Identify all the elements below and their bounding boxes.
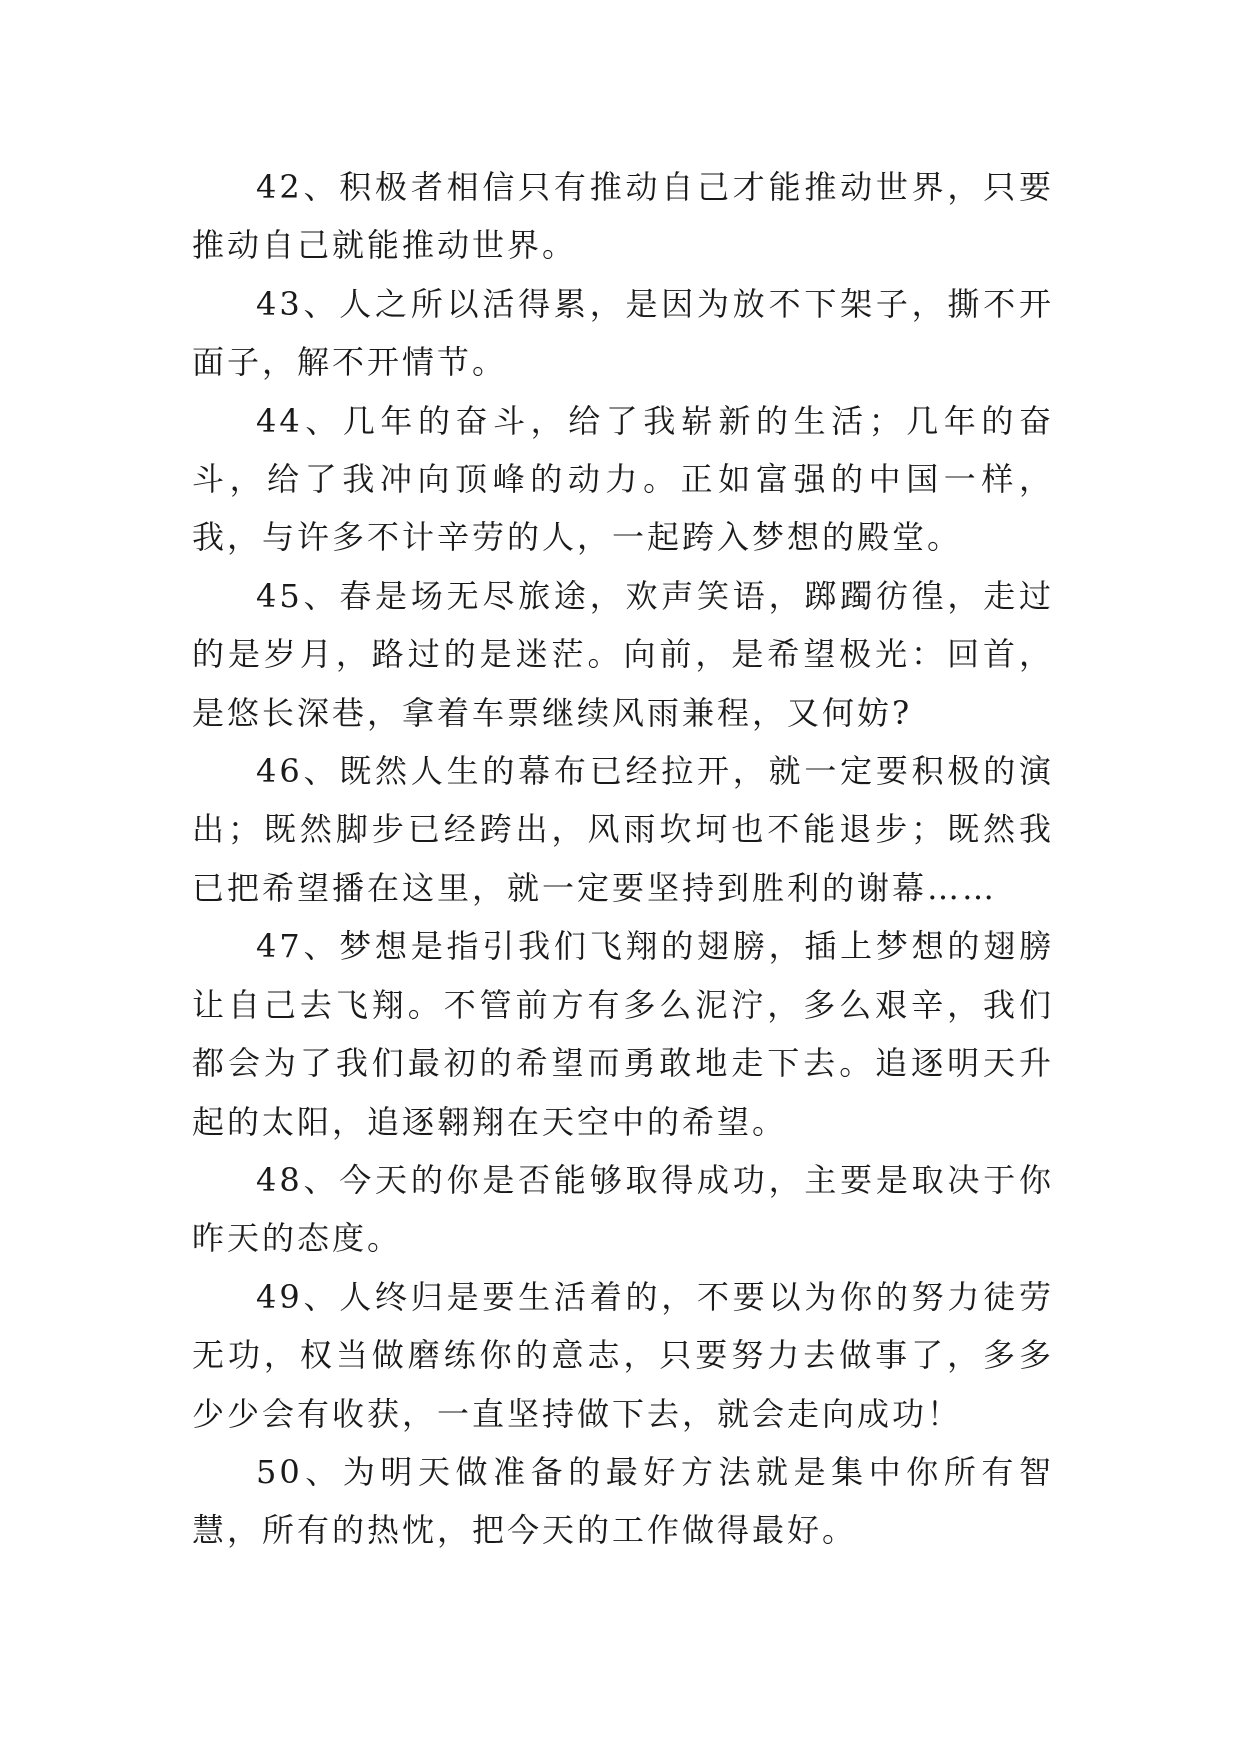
paragraph-48: 48、今天的你是否能够取得成功，主要是取决于你昨天的态度。 <box>192 1160 1054 1258</box>
paragraph-50: 50、为明天做准备的最好方法就是集中你所有智慧，所有的热忱，把今天的工作做得最好。 <box>192 1452 1054 1550</box>
paragraph-45: 45、春是场无尽旅途，欢声笑语，踯躅彷徨，走过的是岁月，路过的是迷茫。向前，是希望极光：回首，是悠长深巷，拿着车票继续风雨兼程，又何妨? <box>192 576 1054 732</box>
paragraph-44: 44、几年的奋斗，给了我崭新的生活；几年的奋斗，给了我冲向顶峰的动力。正如富强的中国一样，我，与许多不计辛劳的人，一起跨入梦想的殿堂。 <box>192 401 1054 557</box>
document-body <box>192 158 1054 1560</box>
paragraph-47: 47、梦想是指引我们飞翔的翅膀，插上梦想的翅膀让自己去飞翔。不管前方有多么泥泞，多么艰辛，我们都会为了我们最初的希望而勇敢地走下去。追逐明天升起的太阳，追逐翱翔在天空中的希望。 <box>192 927 1054 1141</box>
paragraph-42: 42、积极者相信只有推动自己才能推动世界，只要推动自己就能推动世界。 <box>192 168 1054 265</box>
paragraph-46: 46、既然人生的幕布已经拉开，就一定要积极的演出；既然脚步已经跨出，风雨坎坷也不能退步；既然我已把希望播在这里，就一定要坚持到胜利的谢幕…… <box>192 752 1054 907</box>
paragraph-43: 43、人之所以活得累，是因为放不下架子，撕不开面子，解不开情节。 <box>192 284 1054 382</box>
paragraph-49: 49、人终归是要生活着的，不要以为你的努力徒劳无功，权当做磨练你的意志，只要努力去做事了，多多少少会有收获，一直坚持做下去，就会走向成功！ <box>192 1277 1054 1433</box>
